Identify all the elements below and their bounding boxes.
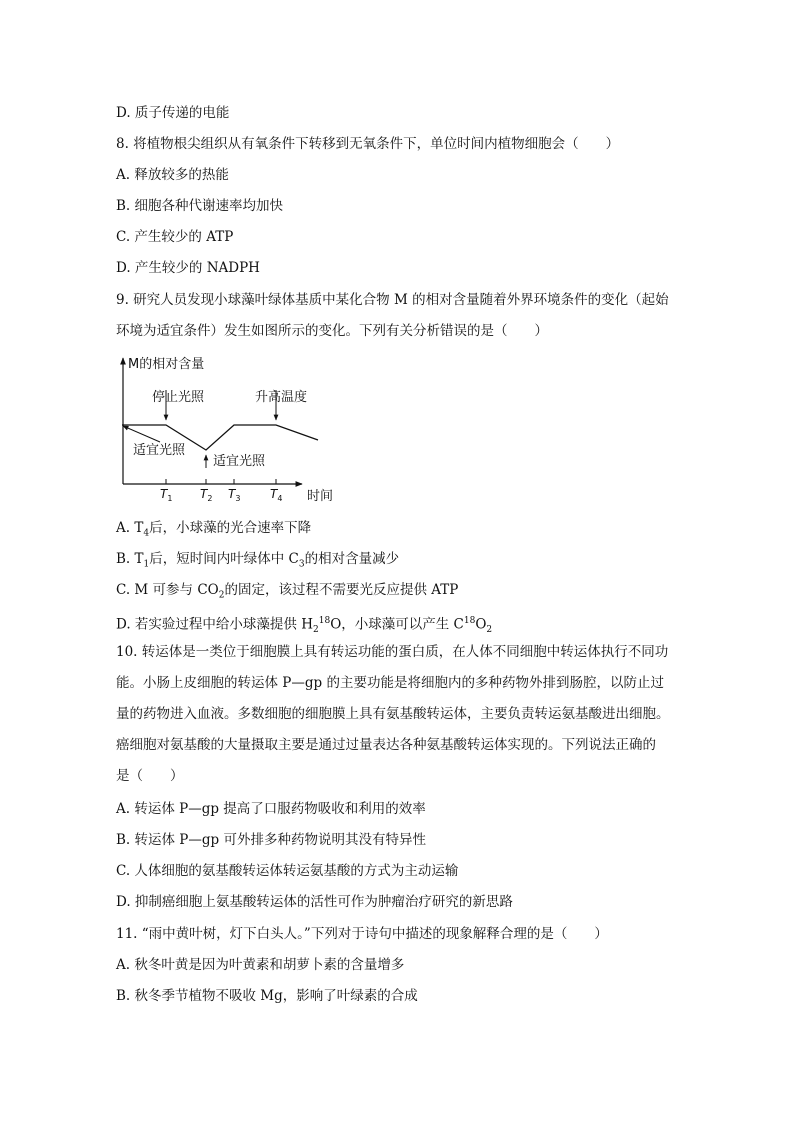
annotation-stop-light: 停止光照 [152,390,205,405]
x-tick-label-3: $T_3$ [228,487,241,503]
q11-option-a: A. 秋冬叶黄是因为叶黄素和胡萝卜素的含量增多 [116,957,405,973]
q9-option-c: C. M 可参与 $CO_2$的固定，该过程不需要光反应提供 ATP [116,582,459,601]
q9-stem-line1: 9. 研究人员发现小球藻叶绿体基质中某化合物 M 的相对含量随着外界环境条件的变化（起始 [116,292,669,308]
q8-option-a: A. 释放较多的热能 [116,167,229,183]
q8-option-c: C. 产生较少的 ATP [116,229,234,245]
q11-option-b: B. 秋冬季节植物不吸收 Mg，影响了叶绿素的合成 [116,988,418,1004]
x-tick-label-4: $T_4$ [270,487,283,503]
q9-option-a: A. $T_4$后，小球藻的光合速率下降 [116,520,312,539]
annotation-raise-temp: 升高温度 [255,390,308,405]
x-tick-label-1: $T_1$ [160,487,173,503]
q8-stem: 8. 将植物根尖组织从有氧条件下转移到无氧条件下，单位时间内植物细胞会（ ） [116,136,620,152]
q8-option-b: B. 细胞各种代谢速率均加快 [116,198,284,214]
q8-option-d: D. 产生较少的 NADPH [116,260,260,276]
annotation-restore-light: 适宜光照 [213,454,266,469]
q11-stem: 11. “雨中黄叶树，灯下白头人。”下列对于诗句中描述的现象解释合理的是（ ） [116,926,608,942]
x-ticks [160,479,282,503]
x-tick-label-2: $T_2$ [200,487,213,503]
q9-option-b: B. $T_1$后，短时间内叶绿体中 $C_3$的相对含量减少 [116,551,400,570]
arrow-initial-light [123,426,160,442]
x-axis-label: 时间 [307,489,334,504]
q9-stem-line2: 环境为适宜条件）发生如图所示的变化。下列有关分析错误的是（ ） [116,323,548,339]
q10-stem: 10. 转运体是一类位于细胞膜上具有转运功能的蛋白质，在人体不同细胞中转运体执行不同功 能。小肠上皮细胞的转运体 P—gp 的主要功能是将细胞内的多种药物外排到肠腔，以防止过 量的药物进入血液。多数细胞的细胞膜上具有氨基酸转运体，主要负责转运氨基酸进出细胞。 癌细胞对氨基酸的大量摄取主要是通过过量表达各种氨基酸转运体实现的。下列说法正确的 是（ ） [116,644,670,784]
q9-chart [118,354,368,508]
q9-option-d: D. 若实验过程中给小球藻提供 $H_2^{18}O$，小球藻可以产生 $C^{18}O_2$ [116,616,493,636]
q10-option-a: A. 转运体 P—gp 提高了口服药物吸收和利用的效率 [116,801,426,817]
q10-option-d: D. 抑制癌细胞上氨基酸转运体的活性可作为肿瘤治疗研究的新思路 [116,894,513,910]
q7-option-d: D. 质子传递的电能 [116,105,230,121]
q10-option-c: C. 人体细胞的氨基酸转运体转运氨基酸的方式为主动运输 [116,863,459,879]
y-axis-label: M的相对含量 [128,357,205,372]
q10-option-b: B. 转运体 P—gp 可外排多种药物说明其没有特异性 [116,832,426,848]
annotation-initial-light: 适宜光照 [133,443,186,458]
